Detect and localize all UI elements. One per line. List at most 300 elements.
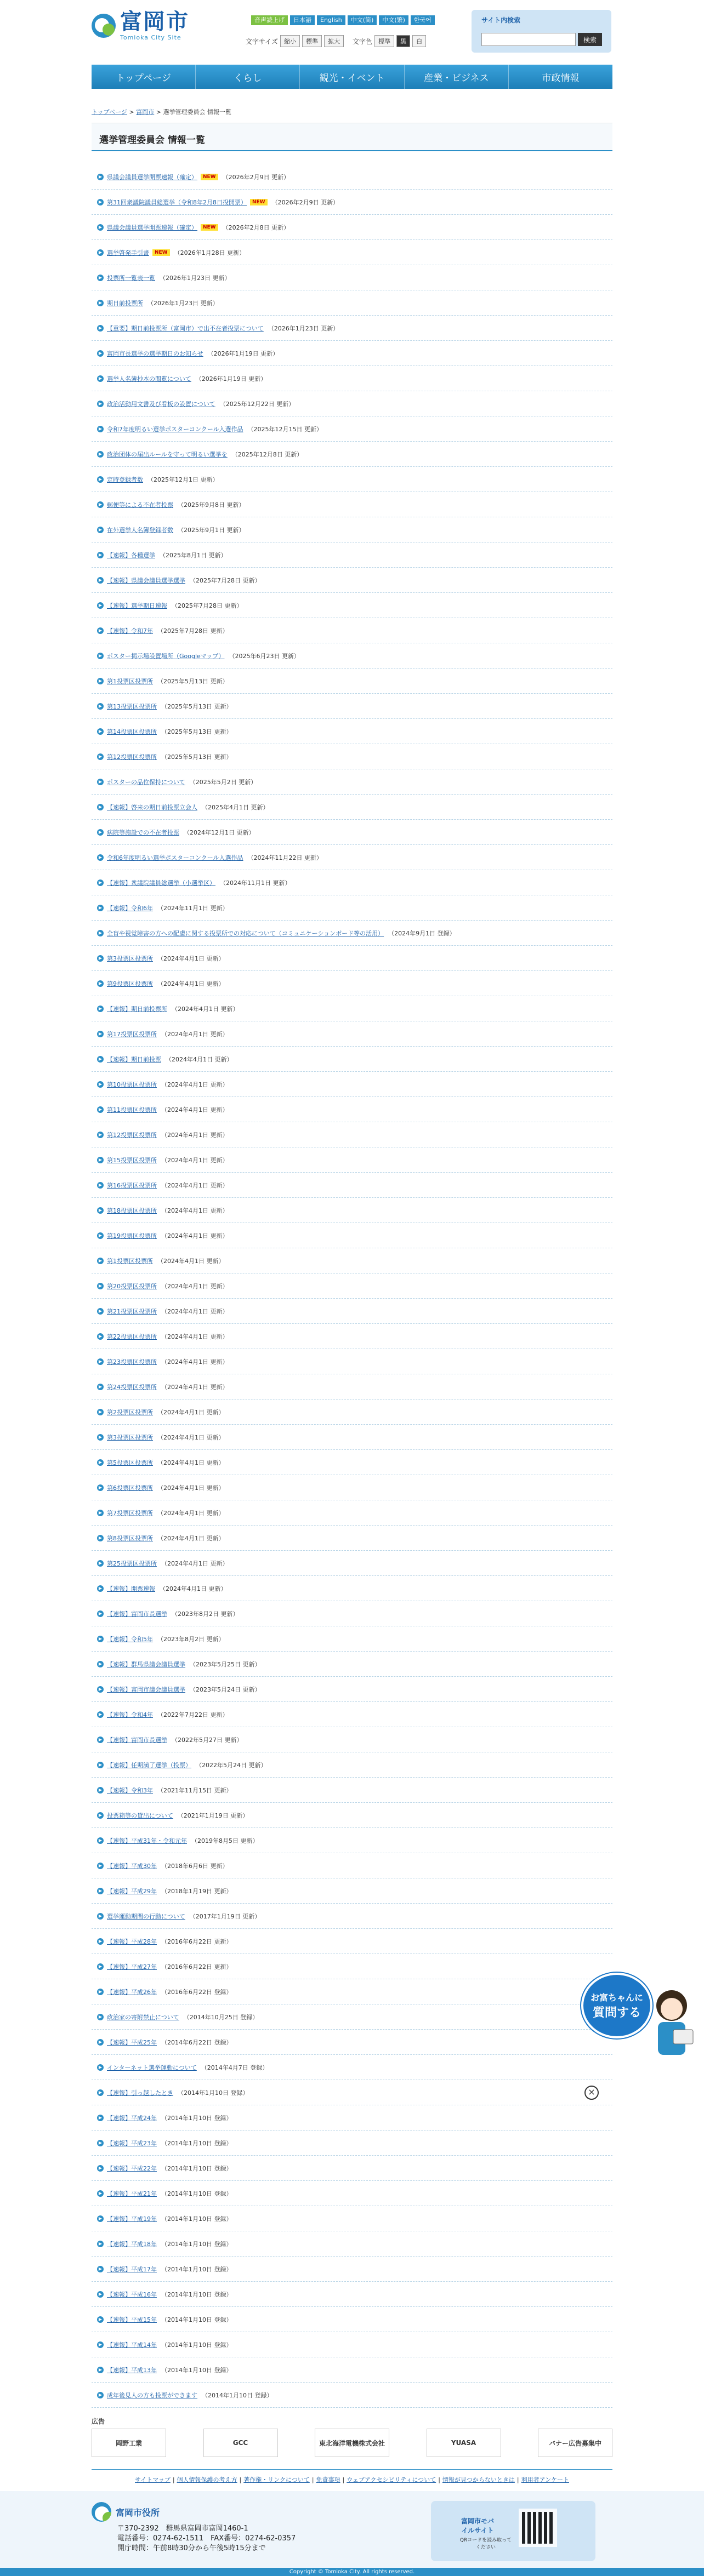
news-date: （2024年4月1日 更新）	[161, 1560, 229, 1567]
news-date: （2014年1月10日 登録）	[161, 2164, 232, 2172]
news-item	[92, 2055, 612, 2080]
arrow-icon: ▶	[97, 1031, 104, 1037]
news-date: （2018年6月6日 更新）	[161, 1862, 229, 1870]
font-small-button[interactable]: 縮小	[280, 35, 300, 47]
news-link[interactable]: 【速報】平成17年	[107, 2265, 157, 2273]
news-link[interactable]: 【速報】各種選挙	[107, 551, 155, 559]
language-button[interactable]: 한국어	[411, 15, 435, 25]
news-item	[92, 1601, 612, 1626]
news-item	[92, 1072, 612, 1097]
footer-link-separator: |	[239, 2476, 242, 2483]
arrow-icon: ▶	[97, 1384, 104, 1390]
site-name-en: Tomioka City Site	[120, 34, 181, 41]
news-date: （2025年9月8日 更新）	[178, 501, 245, 509]
language-button[interactable]: 中文(简)	[348, 15, 377, 25]
news-link[interactable]: 【速報】選挙期日速報	[107, 602, 167, 609]
news-date: （2024年4月1日 更新）	[166, 1055, 233, 1063]
new-badge: NEW	[201, 224, 218, 231]
news-date: （2014年10月25日 登録）	[183, 2013, 259, 2021]
news-link[interactable]: 令和6年度明るい選挙ポスターコンクール入選作品	[107, 854, 243, 861]
news-link[interactable]: 第9投票区投票所	[107, 980, 153, 987]
news-link[interactable]: 【速報】期日前投票所	[107, 1005, 167, 1013]
news-link[interactable]: 選挙運動期間の行動について	[107, 1912, 185, 1920]
arrow-icon: ▶	[97, 300, 104, 306]
footer-link[interactable]: 情報が見つからないときは	[442, 2476, 515, 2483]
news-item	[92, 1198, 612, 1223]
news-date: （2026年1月19日 更新）	[207, 350, 279, 357]
news-item	[92, 971, 612, 996]
city-emblem-icon	[92, 2502, 111, 2522]
news-item	[92, 895, 612, 921]
global-nav	[92, 65, 612, 89]
news-item	[92, 2206, 612, 2231]
news-link[interactable]: 選挙人名簿抄本の閲覧について	[107, 375, 191, 382]
news-link[interactable]: 第31回衆議院議員総選挙（令和8年2月8日投開票）	[107, 198, 247, 206]
news-item	[92, 2332, 612, 2357]
news-link[interactable]: 【速報】平成28年	[107, 1938, 157, 1945]
search-button[interactable]: 検索	[578, 33, 602, 46]
arrow-icon: ▶	[97, 1837, 104, 1844]
news-link[interactable]: 第20投票区投票所	[107, 1282, 157, 1290]
news-link[interactable]: 【速報】平成24年	[107, 2114, 157, 2122]
news-item	[92, 1702, 612, 1727]
mobile-site-title: 富岡市モバイルサイト	[461, 2517, 494, 2534]
news-item	[92, 618, 612, 643]
news-date: （2014年1月10日 登録）	[161, 2139, 232, 2147]
nav-item[interactable]: くらし	[196, 65, 300, 89]
news-date: （2021年11月15日 更新）	[157, 1786, 232, 1794]
news-date: （2026年2月8日 更新）	[222, 224, 290, 231]
footer-link[interactable]: 利用者アンケート	[521, 2476, 569, 2483]
news-link[interactable]: 【速報】令和7年	[107, 627, 153, 635]
news-date: （2025年7月28日 更新）	[157, 627, 229, 635]
news-link[interactable]: 【速報】平成30年	[107, 1862, 157, 1870]
news-date: （2024年4月1日 更新）	[161, 1131, 229, 1139]
color-black-button[interactable]: 黒	[396, 35, 410, 47]
ask-line1: お富ちゃんに	[590, 1992, 643, 2003]
site-header	[0, 0, 704, 61]
news-link[interactable]: 第23投票区投票所	[107, 1358, 157, 1366]
news-item	[92, 1047, 612, 1072]
news-item	[92, 1374, 612, 1400]
arrow-icon: ▶	[97, 2215, 104, 2222]
news-link[interactable]: 【速報】群馬県議会議員選挙	[107, 1660, 185, 1668]
news-link[interactable]: 【速報】県議会議員選挙選挙	[107, 576, 185, 584]
news-date: （2024年11月1日 更新）	[157, 904, 229, 912]
news-link[interactable]: 第18投票区投票所	[107, 1207, 157, 1214]
news-item	[92, 593, 612, 618]
nav-item[interactable]: 市政情報	[509, 65, 612, 89]
arrow-icon: ▶	[97, 1283, 104, 1289]
news-date: （2024年4月1日 更新）	[157, 955, 225, 962]
news-date: （2014年1月10日 登録）	[161, 2341, 232, 2349]
news-link[interactable]: 第6投票区投票所	[107, 1484, 153, 1492]
news-date: （2024年11月22日 更新）	[247, 854, 323, 861]
arrow-icon: ▶	[97, 1737, 104, 1743]
news-date: （2014年1月10日 登録）	[161, 2316, 232, 2323]
news-item	[92, 190, 612, 215]
news-date: （2024年4月1日 更新）	[157, 980, 225, 987]
news-date: （2014年1月10日 登録）	[161, 2114, 232, 2122]
news-date: （2024年4月1日 更新）	[161, 1383, 229, 1391]
font-large-button[interactable]: 拡大	[324, 35, 344, 47]
arrow-icon: ▶	[97, 1484, 104, 1491]
news-link[interactable]: 第24投票区投票所	[107, 1383, 157, 1391]
news-link[interactable]: 第12投票区投票所	[107, 753, 157, 761]
news-item	[92, 1551, 612, 1576]
font-size-label: 文字サイズ	[246, 37, 279, 45]
news-date: （2025年5月13日 更新）	[161, 753, 232, 761]
news-date: （2026年1月23日 更新）	[160, 274, 231, 282]
new-badge: NEW	[250, 199, 268, 205]
nav-item[interactable]: トップページ	[92, 65, 196, 89]
breadcrumb-section[interactable]: 富岡市	[136, 108, 155, 116]
news-link[interactable]: 【速報】期日前投票	[107, 1055, 161, 1063]
footer-links	[92, 2469, 612, 2484]
color-standard-button[interactable]: 標準	[374, 35, 394, 47]
city-emblem-icon	[92, 14, 116, 38]
arrow-icon: ▶	[97, 1258, 104, 1264]
news-link[interactable]: 第16投票区投票所	[107, 1181, 157, 1189]
arrow-icon: ▶	[97, 829, 104, 836]
news-date: （2024年4月1日 更新）	[157, 1408, 225, 1416]
arrow-icon: ▶	[97, 1157, 104, 1163]
arrow-icon: ▶	[97, 1333, 104, 1340]
news-date: （2026年1月23日 更新）	[147, 299, 219, 307]
news-link[interactable]: 第12投票区投票所	[107, 1131, 157, 1139]
news-link[interactable]: 【速報】平成15年	[107, 2316, 157, 2323]
news-link[interactable]: 【速報】開票速報	[107, 1585, 155, 1592]
ad-banner[interactable]: バナー広告募集中	[538, 2429, 612, 2457]
arrow-icon: ▶	[97, 1358, 104, 1365]
news-link[interactable]: 第17投票区投票所	[107, 1030, 157, 1038]
news-date: （2022年5月27日 更新）	[172, 1736, 243, 1744]
news-date: （2014年4月7日 登録）	[201, 2064, 269, 2071]
news-link[interactable]: 第11投票区投票所	[107, 1106, 157, 1113]
arrow-icon: ▶	[97, 174, 104, 180]
news-date: （2024年4月1日 更新）	[172, 1005, 239, 1013]
news-date: （2023年8月2日 更新）	[157, 1635, 225, 1643]
news-link[interactable]: 【速報】平成19年	[107, 2215, 157, 2223]
news-date: （2016年6月22日 登録）	[161, 1988, 232, 1996]
footer-link[interactable]: ウェブアクセシビリティについて	[347, 2476, 436, 2483]
news-link[interactable]: 【速報】平成14年	[107, 2341, 157, 2349]
page-title: 選挙管理委員会 情報一覧	[99, 135, 205, 146]
news-link[interactable]: 選挙啓発手引書	[107, 249, 149, 256]
news-link[interactable]: 第21投票区投票所	[107, 1307, 157, 1315]
news-link[interactable]: 【速報】平成16年	[107, 2291, 157, 2298]
news-link[interactable]: 投票所一覧表一覧	[107, 274, 155, 282]
news-link[interactable]: 【速報】平成25年	[107, 2038, 157, 2046]
footer-link-separator: |	[342, 2476, 345, 2483]
arrow-icon: ▶	[97, 1913, 104, 1920]
arrow-icon: ▶	[97, 1434, 104, 1441]
news-item	[92, 996, 612, 1021]
news-link[interactable]: 【速報】平成21年	[107, 2190, 157, 2197]
news-link[interactable]: 投票箱等の貸出について	[107, 1812, 173, 1819]
news-date: （2014年1月10日 登録）	[178, 2089, 249, 2097]
mascot-girl-icon	[641, 1984, 702, 2066]
news-date: （2014年1月10日 登録）	[161, 2190, 232, 2197]
footer-link-separator: |	[438, 2476, 440, 2483]
news-date: （2022年7月22日 更新）	[157, 1711, 229, 1718]
news-item	[92, 2181, 612, 2206]
news-date: （2014年1月10日 登録）	[202, 2391, 273, 2399]
arrow-icon: ▶	[97, 2341, 104, 2348]
news-date: （2023年5月25日 更新）	[190, 1660, 261, 1668]
news-link[interactable]: 第7投票区投票所	[107, 1509, 153, 1517]
news-link[interactable]: 政治団体の届出ルールを守って明るい選挙を	[107, 450, 228, 458]
search-input[interactable]	[481, 33, 576, 46]
news-link[interactable]: 第2投票区投票所	[107, 1408, 153, 1416]
arrow-icon: ▶	[97, 501, 104, 508]
news-item	[92, 1652, 612, 1677]
news-link[interactable]: 第5投票区投票所	[107, 1459, 153, 1466]
arrow-icon: ▶	[97, 1585, 104, 1592]
news-link[interactable]: 第10投票区投票所	[107, 1081, 157, 1088]
news-link[interactable]: 【速報】平成29年	[107, 1887, 157, 1895]
language-button[interactable]: English	[317, 15, 345, 25]
arrow-icon: ▶	[97, 249, 104, 256]
news-link[interactable]: 【速報】啓来の期日前投票立会人	[107, 803, 197, 811]
arrow-icon: ▶	[97, 527, 104, 533]
language-buttons	[251, 15, 435, 25]
news-link[interactable]: 【速報】平成31年・令和元年	[107, 1837, 187, 1844]
news-item	[92, 845, 612, 870]
news-link[interactable]: ポスター掲示場設置場所（Googleマップ）	[107, 652, 225, 660]
arrow-icon: ▶	[97, 1938, 104, 1945]
news-link[interactable]: 令和7年度明るい選挙ポスターコンクール入選作品	[107, 425, 243, 433]
mobile-site-sub: QRコードを読み取ってください	[459, 2538, 512, 2550]
news-item	[92, 946, 612, 971]
search-title: サイト内検索	[481, 16, 521, 24]
language-button[interactable]: 中文(繁)	[379, 15, 408, 25]
arrow-icon: ▶	[97, 753, 104, 760]
news-link[interactable]: 郵便等による不在者投票	[107, 501, 173, 509]
news-link[interactable]: 県議会議員選挙開票速報（確定）	[107, 224, 197, 231]
news-date: （2025年7月28日 更新）	[190, 576, 261, 584]
news-link[interactable]: 【速報】令和6年	[107, 904, 153, 912]
arrow-icon: ▶	[97, 375, 104, 382]
arrow-icon: ▶	[97, 401, 104, 407]
news-item	[92, 1778, 612, 1803]
news-date: （2014年1月10日 登録）	[161, 2291, 232, 2298]
news-item	[92, 1299, 612, 1324]
news-item	[92, 366, 612, 391]
ad-banner[interactable]: GCC	[203, 2429, 278, 2457]
news-item	[92, 1122, 612, 1147]
footer-link[interactable]: 免責事項	[316, 2476, 340, 2483]
footer-link[interactable]: 個人情報保護の考え方	[177, 2476, 237, 2483]
news-link[interactable]: 【速報】令和4年	[107, 1711, 153, 1718]
arrow-icon: ▶	[97, 2241, 104, 2247]
news-date: （2023年5月24日 更新）	[190, 1686, 261, 1693]
news-item	[92, 2282, 612, 2307]
news-item	[92, 2004, 612, 2030]
news-item	[92, 1979, 612, 2004]
arrow-icon: ▶	[97, 1459, 104, 1466]
news-link[interactable]: 病院等施設での不在者投票	[107, 829, 179, 836]
ask-otomi-chan-banner[interactable]	[581, 1973, 704, 2093]
mobile-site-box[interactable]	[431, 2501, 595, 2561]
news-item	[92, 2231, 612, 2257]
news-link[interactable]: 第19投票区投票所	[107, 1232, 157, 1240]
color-white-button[interactable]: 白	[412, 35, 426, 47]
news-item	[92, 1752, 612, 1778]
arrow-icon: ▶	[97, 2316, 104, 2323]
arrow-icon: ▶	[97, 2014, 104, 2020]
news-item	[92, 517, 612, 542]
news-link[interactable]: 第8投票区投票所	[107, 1534, 153, 1542]
arrow-icon: ▶	[97, 728, 104, 735]
news-date: （2025年8月1日 更新）	[160, 551, 227, 559]
ads-label: 広告	[92, 2418, 105, 2425]
news-item	[92, 341, 612, 366]
news-link[interactable]: 【速報】平成13年	[107, 2366, 157, 2374]
footer-hours: 開庁時間：午前8時30分から午後5時15分まで	[117, 2544, 266, 2552]
news-link[interactable]: 【速報】富岡市議会議員選挙	[107, 1686, 185, 1693]
news-link[interactable]: 【重要】期日前投票所（富岡市）で出不在者投票について	[107, 324, 264, 332]
site-name: 富岡市	[120, 9, 189, 35]
news-link[interactable]: 【速報】平成23年	[107, 2139, 157, 2147]
arrow-icon: ▶	[97, 2392, 104, 2398]
footer-link[interactable]: 著作権・リンクについて	[243, 2476, 310, 2483]
news-item	[92, 870, 612, 895]
news-link[interactable]: 【速報】引っ越したとき	[107, 2089, 173, 2097]
arrow-icon: ▶	[97, 930, 104, 936]
news-item	[92, 669, 612, 694]
arrow-icon: ▶	[97, 1308, 104, 1315]
footer-link[interactable]: サイトマップ	[135, 2476, 171, 2483]
news-item	[92, 1324, 612, 1349]
footer-link-separator: |	[516, 2476, 519, 2483]
footer-link-separator: |	[311, 2476, 314, 2483]
ask-line2: 質問する	[592, 2006, 641, 2020]
news-link[interactable]: 政治家の寄附禁止について	[107, 2013, 179, 2021]
news-link[interactable]: 第15投票区投票所	[107, 1156, 157, 1164]
news-item	[92, 1173, 612, 1198]
news-date: （2024年11月1日 更新）	[220, 879, 291, 887]
news-item	[92, 2105, 612, 2131]
news-link[interactable]: 【速報】任期満了選挙（投票）	[107, 1761, 191, 1769]
news-link[interactable]: 【速報】衆議院議員総選挙（小選挙区）	[107, 879, 215, 887]
news-item	[92, 2257, 612, 2282]
news-date: （2024年4月1日 更新）	[157, 1257, 225, 1265]
footer-link-separator: |	[172, 2476, 175, 2483]
news-link[interactable]: 【速報】平成18年	[107, 2240, 157, 2248]
news-item	[92, 1853, 612, 1878]
news-link[interactable]: 期日前投票所	[107, 299, 143, 307]
news-link[interactable]: ポスターの品位保持について	[107, 778, 185, 786]
arrow-icon: ▶	[97, 879, 104, 886]
arrow-icon: ▶	[97, 1232, 104, 1239]
news-link[interactable]: 第22投票区投票所	[107, 1333, 157, 1340]
news-date: （2024年4月1日 更新）	[161, 1333, 229, 1340]
arrow-icon: ▶	[97, 426, 104, 432]
ad-banner[interactable]: YUASA	[427, 2429, 501, 2457]
news-link[interactable]: 【速報】令和3年	[107, 1786, 153, 1794]
arrow-icon: ▶	[97, 1006, 104, 1012]
ad-banner[interactable]: 東北海洋電機株式会社	[315, 2429, 389, 2457]
news-link[interactable]: 県議会議員選挙開票速報（確定）	[107, 173, 197, 181]
news-link[interactable]: 第3投票区投票所	[107, 1433, 153, 1441]
arrow-icon: ▶	[97, 2165, 104, 2172]
news-item	[92, 1425, 612, 1450]
font-standard-button[interactable]: 標準	[302, 35, 322, 47]
ad-banner[interactable]: 岡野工業	[92, 2429, 166, 2457]
news-link[interactable]: 【速報】平成27年	[107, 1963, 157, 1970]
news-link[interactable]: 第13投票区投票所	[107, 702, 157, 710]
arrow-icon: ▶	[97, 2039, 104, 2046]
language-button[interactable]: 音声読上げ	[251, 15, 288, 25]
news-link[interactable]: 【速報】富岡市長選挙	[107, 1736, 167, 1744]
news-date: （2026年2月9日 更新）	[222, 173, 290, 181]
news-link[interactable]: 第25投票区投票所	[107, 1560, 157, 1567]
language-button[interactable]: 日本語	[290, 15, 315, 25]
news-date: （2022年5月24日 更新）	[196, 1761, 267, 1769]
news-link[interactable]: 第3投票区投票所	[107, 955, 153, 962]
nav-item[interactable]: 産業・ビジネス	[405, 65, 509, 89]
arrow-icon: ▶	[97, 980, 104, 987]
news-link[interactable]: 政治活動用文書及び看板の設置について	[107, 400, 215, 408]
news-link[interactable]: 全盲や視覚障害の方への配慮に関する投票所での対応について（コミュニケーションボード等の活用）	[107, 929, 384, 937]
news-link[interactable]: 第1投票区投票所	[107, 1257, 153, 1265]
news-link[interactable]: 富岡市長選挙の選挙期日のお知らせ	[107, 350, 203, 357]
news-item	[92, 240, 612, 265]
news-date: （2025年6月23日 更新）	[229, 652, 300, 660]
ad-banners	[92, 2429, 612, 2459]
nav-item[interactable]: 観光・イベント	[300, 65, 404, 89]
news-link[interactable]: 成年後見人の方も投票ができます	[107, 2391, 197, 2399]
footer-address: 〒370-2392 群馬県富岡市富岡1460-1	[117, 2524, 248, 2533]
site-logo[interactable]	[92, 10, 189, 41]
news-date: （2024年4月1日 更新）	[157, 1484, 225, 1492]
news-link[interactable]: 第14投票区投票所	[107, 728, 157, 735]
news-item	[92, 492, 612, 517]
arrow-icon: ▶	[97, 2115, 104, 2121]
news-date: （2026年1月23日 更新）	[268, 324, 339, 332]
arrow-icon: ▶	[97, 1610, 104, 1617]
news-date: （2026年1月28日 更新）	[174, 249, 246, 256]
news-date: （2025年12月8日 更新）	[231, 450, 303, 458]
arrow-icon: ▶	[97, 1510, 104, 1516]
breadcrumb-home[interactable]: トップページ	[92, 108, 128, 116]
close-icon[interactable]: ×	[584, 2086, 599, 2100]
arrow-icon: ▶	[97, 2367, 104, 2373]
news-item	[92, 769, 612, 795]
news-link[interactable]: 【速報】令和5年	[107, 1635, 153, 1643]
news-link[interactable]: 定時登録者数	[107, 476, 143, 483]
news-link[interactable]: 第1投票区投票所	[107, 677, 153, 685]
news-item	[92, 1223, 612, 1248]
arrow-icon: ▶	[97, 804, 104, 810]
arrow-icon: ▶	[97, 1661, 104, 1667]
news-item	[92, 2156, 612, 2181]
news-item	[92, 164, 612, 190]
arrow-icon: ▶	[97, 905, 104, 911]
news-item	[92, 1349, 612, 1374]
breadcrumb-separator: >	[154, 108, 163, 116]
news-list	[92, 164, 612, 2408]
news-link[interactable]: 【速報】平成26年	[107, 1988, 157, 1996]
news-item	[92, 2307, 612, 2332]
arrow-icon: ▶	[97, 2190, 104, 2197]
news-date: （2021年1月19日 更新）	[177, 1812, 249, 1819]
news-link[interactable]: 【速報】平成22年	[107, 2164, 157, 2172]
news-link[interactable]: 【速報】富岡市長選挙	[107, 1610, 167, 1618]
news-link[interactable]: 在外選挙人名簿登録者数	[107, 526, 173, 534]
news-link[interactable]: インターネット選挙運動について	[107, 2064, 197, 2071]
